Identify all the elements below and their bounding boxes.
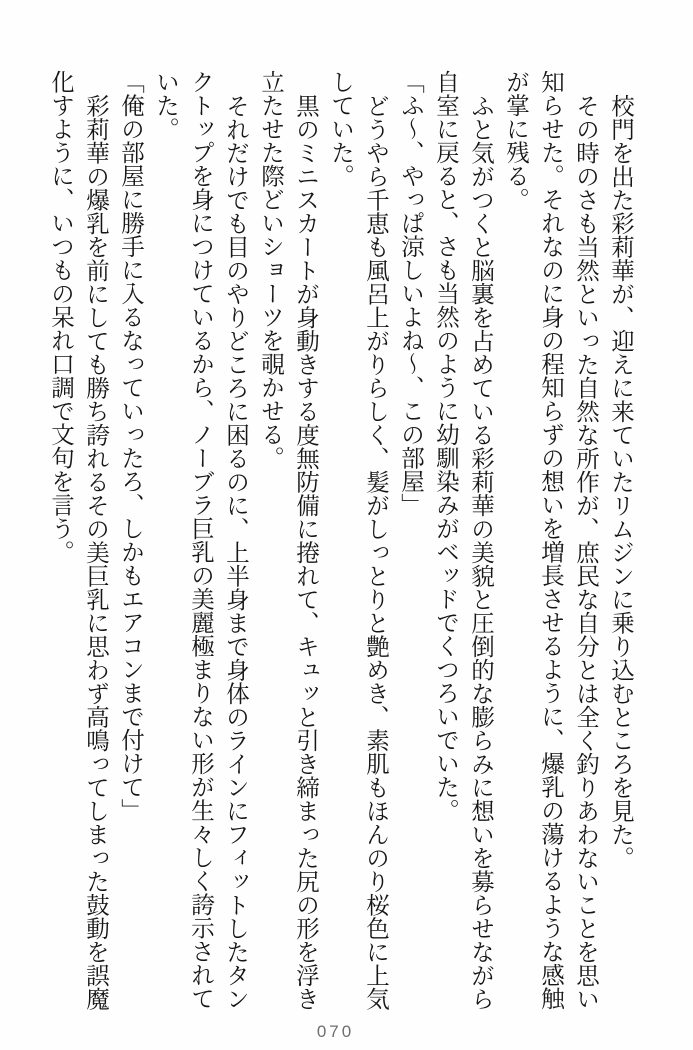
paragraph-dialogue: 「俺の部屋に勝手に入るなっていったろ、しかもエアコンまで付けて」 — [117, 70, 143, 822]
paragraph: ふと気がつくと脳裏を占めている彩莉華の美貌と圧倒的な膨らみに想いを募らせながら自室に戻ると、さも当然のように幼馴染みがベッドでくつろいでいた。 — [432, 70, 493, 1010]
paragraph: それだけでも目のやりどころに困るのに、上半身まで身体のラインにフィットしたタンクトップを身につけているから、ノーブラ巨乳の美麗極まりない形が生々しく誇示されていた。 — [152, 70, 248, 1010]
paragraph: 校門を出た彩莉華が、迎えに来ていたリムジンに乗り込むところを見た。 — [607, 93, 633, 869]
paragraph: 黒のミニスカートが身動きする度無防備に捲れて、キュッと引き締まった尻の形を浮き立たせた際どいショーツを覗かせる。 — [257, 70, 318, 1010]
paragraph: その時のさも当然といった自然な所作が、庶民な自分とは全く釣りあわないことを思い知らせた。それなのに身の程知らずの想いを増長させるように、爆乳の蕩けるような感触が掌に残る。 — [502, 70, 598, 1010]
paragraph: どうやら千恵も風呂上がりらしく、髪がしっとりと艶めき、素肌もほんのり桜色に上気していた。 — [327, 70, 388, 1010]
paragraph-dialogue: 「ふ〜、やっぱ涼しいよね〜、この部屋」 — [397, 70, 423, 517]
page-text — [42, 70, 637, 1010]
page-number: 070 — [316, 1022, 355, 1041]
paragraph: 彩莉華の爆乳を前にしても勝ち誇れるその美巨乳に思わず高鳴ってしまった鼓動を誤魔化すように、いつもの呆れ口調で文句を言う。 — [47, 70, 108, 1010]
